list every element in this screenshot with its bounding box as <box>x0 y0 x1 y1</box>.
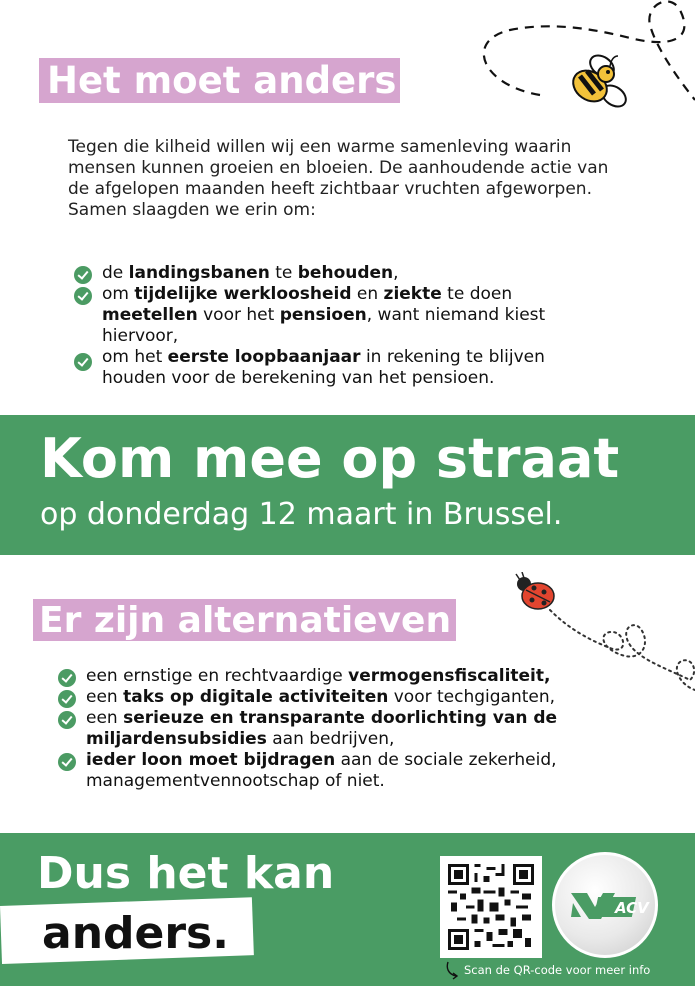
check-icon <box>74 353 92 371</box>
list-item: om het eerste loopbaanjaar in rekening te blijven houden voor de berekening van het pensioen. <box>74 347 594 389</box>
qr-code[interactable] <box>440 856 542 958</box>
list-item: een taks op digitale activiteiten voor techgiganten, <box>58 687 618 708</box>
acv-logo[interactable] <box>552 852 658 958</box>
list-item: om tijdelijke werkloosheid en ziekte te doen meetellen voor het pensioen, want niemand kiest hiervoor, <box>74 284 594 347</box>
section-heading-er-zijn-alternatieven: Er zijn alternatieven <box>33 599 456 641</box>
check-icon <box>58 711 76 729</box>
list-item: een ernstige en rechtvaardige vermogensfiscaliteit, <box>58 666 618 687</box>
bee-icon <box>560 44 634 116</box>
qr-caption: Scan de QR-code voor meer info <box>464 963 651 977</box>
call-to-action-subtitle: op donderdag 12 maart in Brussel. <box>40 497 563 532</box>
alternatives-list <box>58 666 618 792</box>
check-icon <box>74 287 92 305</box>
check-icon <box>58 669 76 687</box>
call-to-action-title: Kom mee op straat <box>40 427 620 490</box>
check-icon <box>58 690 76 708</box>
check-icon <box>58 753 76 771</box>
check-icon <box>74 266 92 284</box>
ladybug-icon <box>512 572 560 616</box>
intro-paragraph: Tegen die kilheid willen wij een warme samenleving waarin mensen kunnen groeien en bloeien. De aanhoudende actie van de afgelopen maanden heeft zichtbaar vruchten afgeworpen. Samen slaagden we erin om: <box>68 137 609 220</box>
achievements-list <box>74 263 594 389</box>
acv-logo-text: ACV <box>615 899 649 917</box>
list-item: een serieuze en transparante doorlichting van de miljardensubsidies aan bedrijven, <box>58 708 618 750</box>
closing-line-2: anders. <box>42 908 229 959</box>
list-item: ieder loon moet bijdragen aan de sociale zekerheid, managementvennootschap of niet. <box>58 750 618 792</box>
section-heading-het-moet-anders: Het moet anders <box>39 58 400 103</box>
qr-code-pattern <box>448 864 534 950</box>
list-item: de landingsbanen te behouden, <box>74 263 594 284</box>
acv-logo-mark <box>555 855 655 955</box>
closing-line-1: Dus het kan <box>37 848 335 899</box>
curved-arrow-icon <box>444 960 460 980</box>
